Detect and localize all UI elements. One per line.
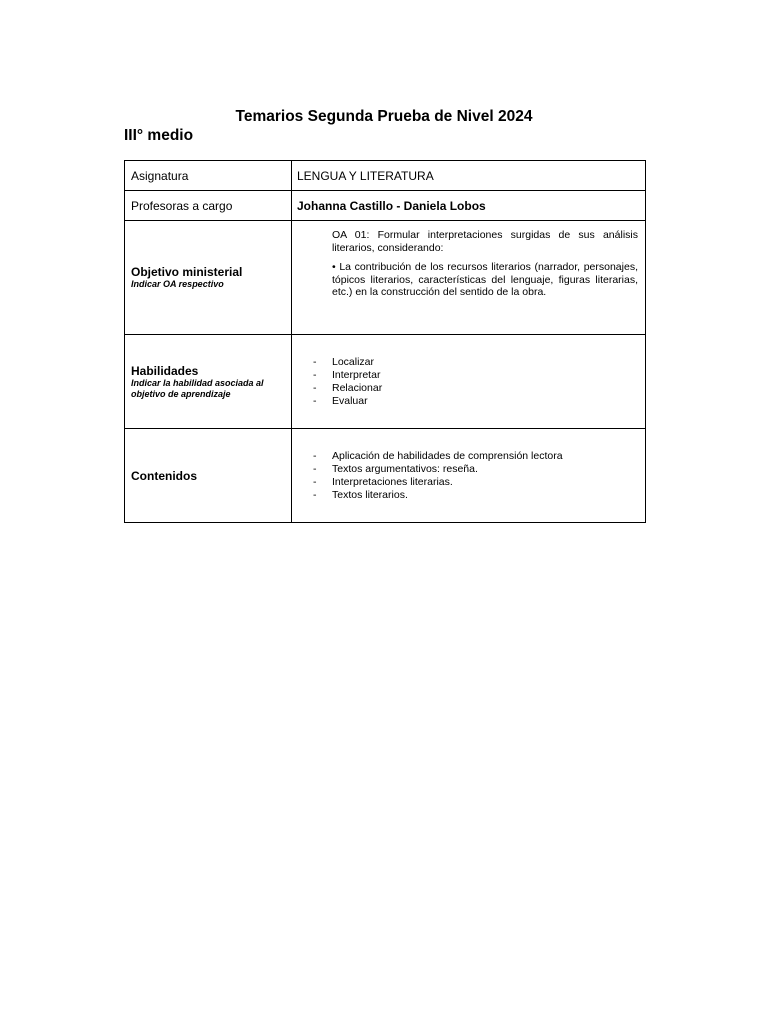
dash-bullet: - [313, 475, 317, 488]
habilidad-text: Localizar [332, 355, 375, 368]
contenido-text: Textos argumentativos: reseña. [332, 462, 478, 475]
contenidos-list [292, 450, 645, 502]
dash-bullet: - [313, 355, 317, 368]
list-item [313, 382, 645, 395]
profesoras-label-cell [125, 191, 292, 221]
habilidades-label: Habilidades [131, 363, 199, 378]
asignatura-label-cell [125, 161, 292, 191]
objetivo-bullet: • La contribución de los recursos literarios (narrador, personajes, tópicos literarios, características del lenguaje, figuras literarias, etc.) en la construcción del sentido de la obra. [332, 261, 638, 298]
grade-level: III° medio [124, 127, 194, 144]
list-item [313, 450, 645, 463]
asignatura-label: Asignatura [131, 168, 189, 183]
profesoras-value: Johanna Castillo - Daniela Lobos [297, 198, 486, 213]
contenido-text: Interpretaciones literarias. [332, 475, 453, 488]
objetivo-note: Indicar OA respectivo [131, 279, 224, 289]
contenidos-label-cell [125, 429, 292, 523]
list-item [313, 463, 645, 476]
habilidades-value-cell [292, 335, 646, 429]
dash-bullet: - [313, 368, 317, 381]
habilidades-list [292, 356, 645, 408]
habilidades-note: Indicar la habilidad asociada al objetivo de aprendizaje [131, 377, 264, 399]
row-asignatura [125, 161, 646, 191]
contenidos-label: Contenidos [131, 468, 197, 483]
row-profesoras [125, 191, 646, 221]
contenido-text: Aplicación de habilidades de comprensión lectora [332, 449, 563, 462]
profesoras-value-cell [292, 191, 646, 221]
row-contenidos [125, 429, 646, 523]
dash-bullet: - [313, 462, 317, 475]
syllabus-table [124, 160, 646, 523]
row-objetivo [125, 221, 646, 335]
habilidades-label-cell [125, 335, 292, 429]
contenido-text: Textos literarios. [332, 488, 408, 501]
asignatura-value: LENGUA Y LITERATURA [297, 168, 434, 183]
dash-bullet: - [313, 381, 317, 394]
dash-bullet: - [313, 449, 317, 462]
objetivo-label: Objetivo ministerial [131, 265, 243, 279]
objetivo-value-cell [292, 221, 646, 335]
objetivo-description [292, 221, 645, 299]
row-habilidades [125, 335, 646, 429]
habilidad-text: Relacionar [332, 381, 383, 394]
asignatura-value-cell [292, 161, 646, 191]
list-item [313, 356, 645, 369]
profesoras-label: Profesoras a cargo [131, 198, 233, 213]
dash-bullet: - [313, 394, 317, 407]
objetivo-label-cell [125, 221, 292, 335]
list-item [313, 489, 645, 502]
dash-bullet: - [313, 488, 317, 501]
list-item [313, 395, 645, 408]
habilidad-text: Evaluar [332, 394, 368, 407]
list-item [313, 369, 645, 382]
list-item [313, 476, 645, 489]
document-title: Temarios Segunda Prueba de Nivel 2024 [235, 108, 533, 125]
contenidos-value-cell [292, 429, 646, 523]
habilidad-text: Interpretar [332, 368, 381, 381]
objetivo-intro: OA 01: Formular interpretaciones surgidas de sus análisis literarios, considerando: [332, 229, 638, 254]
